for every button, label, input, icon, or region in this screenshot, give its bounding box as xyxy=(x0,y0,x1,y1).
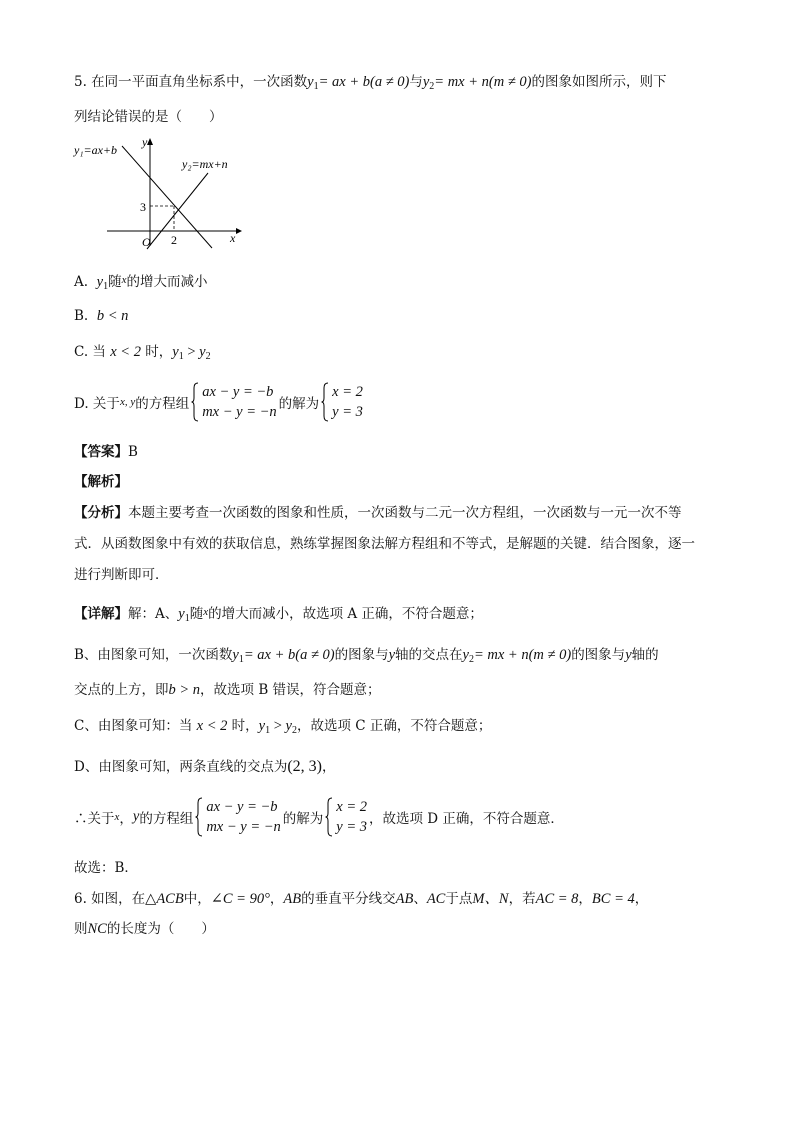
xiangjie-a: 【详解】解：A、$y_1$随$^x$的增大而减小，故选项 A 正确，不符合题意； xyxy=(74,606,483,624)
y-axis-arrow xyxy=(147,138,153,145)
q6-line1: 6. 如图，在△ACB中，∠C = 90°，AB的垂直平分线交AB、AC于点M、N，若AC = 8，BC = 4， xyxy=(74,891,649,907)
option-d: D. 关于x, y的方程组 ax − y = −b mx − y = −n 的解为 x = 2 y = 3 xyxy=(74,384,363,420)
axis-label-y: y xyxy=(142,136,148,149)
fenxi-line1: 【分析】本题主要考查一次函数的图象和性质，一次函数与二元一次方程组，一次函数与一元一次不等 xyxy=(74,505,682,521)
y1-expression: = ax + b(a ≠ 0) xyxy=(318,74,410,90)
analysis-heading: 【解析】 xyxy=(74,474,128,490)
q5-stem-tail: 的图象如图所示，则下 xyxy=(531,74,667,90)
fenxi-line2: 式．从函数图象中有效的获取信息，熟练掌握图象法解方程组和不等式，是解题的关键．结合图象，逐一 xyxy=(74,536,695,552)
q5-stem-line1 xyxy=(74,72,667,97)
option-b: B. b < n xyxy=(74,308,129,324)
function-graph-figure xyxy=(70,136,250,251)
xiangjie-d: D、由图象可知，两条直线的交点为(2, 3)， xyxy=(74,758,336,775)
option-c: C. 当 x < 2 时，$y_1 > y_2$ xyxy=(74,344,211,362)
tick-label-3: 3 xyxy=(140,200,146,214)
y2-symbol: $y_2$ xyxy=(422,74,435,92)
xiangjie-e: ∴关于x，y的方程组 ax − y = −b mx − y = −n 的解为 x = 2 y = 3 ，故选项 D 正确，不符合题意． xyxy=(74,799,564,835)
q5-stem-line2: 列结论错误的是（ ） xyxy=(74,109,223,125)
tick-label-2: 2 xyxy=(171,233,177,247)
y1-symbol: $y_1$ xyxy=(307,74,319,92)
q5-stem-text: 5. 在同一平面直角坐标系中，一次函数 xyxy=(74,74,308,90)
q6-line2: 则NC的长度为（ ） xyxy=(74,921,215,937)
solution-system: x = 2 y = 3 xyxy=(321,382,363,422)
y1-symbol: $y_1$ xyxy=(96,274,109,292)
solution-system-2: x = 2 y = 3 xyxy=(325,797,367,837)
label-y1: y₁=ax+b xyxy=(74,143,118,157)
label-y2: y₂=mx+n xyxy=(182,157,228,171)
option-a: A. $y_1$随$^x$的增大而减小 xyxy=(74,274,208,292)
x-axis-arrow xyxy=(236,228,242,234)
answer-line: 【答案】B xyxy=(74,444,138,460)
y2-expression: = mx + n(m ≠ 0) xyxy=(434,74,532,90)
xiangjie-b2: 交点的上方，即b > n，故选项 B 错误，符合题意； xyxy=(74,682,381,698)
fenxi-line3: 进行判断即可． xyxy=(74,567,169,583)
conclusion: 故选：B． xyxy=(74,860,138,876)
origin-label: O xyxy=(142,235,151,249)
axis-label-x: x xyxy=(230,231,236,245)
xiangjie-b1: B、由图象可知，一次函数$y_1=$ ax + b(a ≠ 0)的图象与y轴的交点在$y_2=$ mx + n(m ≠ 0)的图象与y轴的 xyxy=(74,647,659,665)
q5-connector: 与 xyxy=(409,74,423,90)
xiangjie-c: C、由图象可知：当 x < 2 时，$y_1 > y_2$，故选项 C 正确，不符合题意； xyxy=(74,718,492,736)
equation-system-2: ax − y = −b mx − y = −n xyxy=(195,797,280,837)
equation-system: ax − y = −b mx − y = −n xyxy=(191,382,276,422)
